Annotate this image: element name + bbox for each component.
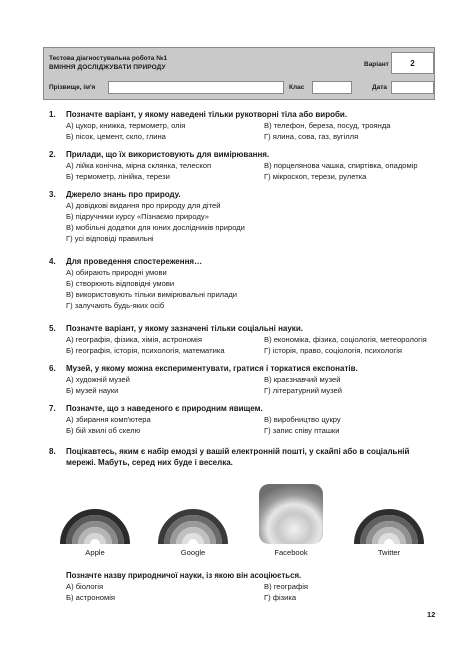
header-subtitle: ВМІННЯ ДОСЛІДЖУВАТИ ПРИРОДУ	[49, 64, 166, 71]
answer-option[interactable]: Б) підручники курсу «Пізнаємо природу»	[66, 212, 209, 221]
answer-option[interactable]: А) біологія	[66, 582, 104, 591]
answer-option[interactable]: Г) залучають будь-яких осіб	[66, 301, 165, 310]
question-text: Джерело знань про природу.	[66, 190, 181, 199]
rainbow-facebook-icon	[251, 482, 331, 546]
rainbow-twitter	[349, 482, 429, 557]
class-label: Клас	[289, 84, 305, 91]
answer-option[interactable]: Б) бій хвилі об скелю	[66, 426, 141, 435]
answer-option[interactable]: А) обирають природні умови	[66, 268, 167, 277]
answer-option[interactable]: В) порцелянова чашка, спиртівка, опадомір	[264, 161, 418, 170]
answer-option[interactable]: Г) усі відповіді правильні	[66, 234, 154, 243]
rainbow-apple	[55, 482, 135, 557]
question-text: Поцікавтесь, яким є набір емодзі у вашій електронній пошті, у скайпі або в соціальній мережі. Мабуть, серед них буде і веселка.	[66, 447, 410, 467]
answer-option[interactable]: Б) термометр, лінійка, терези	[66, 172, 170, 181]
answer-option[interactable]: Б) створюють відповідні умови	[66, 279, 175, 288]
question-number: 6.	[49, 364, 56, 373]
rainbow-google-icon	[153, 482, 233, 546]
answer-option[interactable]: Г) літературний музей	[264, 386, 343, 395]
date-label: Дата	[372, 84, 388, 91]
answer-option[interactable]: Б) астрономія	[66, 593, 116, 602]
answer-option[interactable]: Г) ялина, сова, газ, вугілля	[264, 132, 359, 141]
answer-option[interactable]: Г) історія, право, соціологія, психологія	[264, 346, 402, 355]
page-number: 12	[427, 610, 436, 619]
question-number: 7.	[49, 404, 56, 413]
answer-option[interactable]: Г) фізика	[264, 593, 297, 602]
date-field[interactable]	[391, 81, 434, 94]
answer-option[interactable]: А) лійка конічна, мірна склянка, телескоп	[66, 161, 212, 170]
answer-option[interactable]: А) довідкові видання про природу для дітей	[66, 201, 221, 210]
answer-option[interactable]: А) збирання комп'ютера	[66, 415, 151, 424]
answer-option[interactable]: Б) пісок, цемент, скло, глина	[66, 132, 166, 141]
answer-option[interactable]: В) краєзнавчий музей	[264, 375, 341, 384]
question-number: 8.	[49, 447, 56, 456]
question-text: Для проведення спостереження…	[66, 257, 203, 266]
rainbow-facebook	[251, 482, 331, 557]
header-title: Тестова діагностувальна робота №1	[49, 55, 168, 62]
question-number: 5.	[49, 324, 56, 333]
rainbow-emoji-row	[55, 482, 445, 572]
answer-option[interactable]: В) географія	[264, 582, 309, 591]
question-number: 3.	[49, 190, 56, 199]
answer-option[interactable]: А) географія, фізика, хімія, астрономія	[66, 335, 202, 344]
question-text: Позначте варіант, у якому зазначені тільки соціальні науки.	[66, 324, 303, 333]
question-text: Позначте, що з наведеного є природним явищем.	[66, 404, 263, 413]
answer-option[interactable]: Г) мікроскоп, терези, рулетка	[264, 172, 367, 181]
answer-option[interactable]: В) мобільні додатки для юних дослідників природи	[66, 223, 245, 232]
rainbow-label: Facebook	[274, 548, 308, 557]
question-text: Музей, у якому можна експериментувати, гратися і торкатися експонатів.	[66, 364, 358, 373]
rainbow-apple-icon	[55, 482, 135, 546]
question-number: 4.	[49, 257, 56, 266]
variant-label: Варіант	[364, 61, 389, 68]
answer-option[interactable]: Б) географія, історія, психологія, математика	[66, 346, 225, 355]
answer-option[interactable]: В) використовують тільки вимірювальні прилади	[66, 290, 238, 299]
question-subtext: Позначте назву природничої науки, із якою він асоціюється.	[66, 571, 302, 580]
question-text: Прилади, що їх використовують для вимірювання.	[66, 150, 270, 159]
question-number: 1.	[49, 110, 56, 119]
answer-option[interactable]: В) економіка, фізика, соціологія, метеорологія	[264, 335, 427, 344]
rainbow-twitter-icon	[349, 482, 429, 546]
worksheet-header	[43, 47, 435, 100]
answer-option[interactable]: Г) запис співу пташки	[264, 426, 340, 435]
answer-option[interactable]: А) художній музей	[66, 375, 130, 384]
class-field[interactable]	[312, 81, 352, 94]
question-text: Позначте варіант, у якому наведені тільки рукотворні тіла або вироби.	[66, 110, 348, 119]
rainbow-label: Google	[180, 548, 206, 557]
answer-option[interactable]: Б) музей науки	[66, 386, 119, 395]
variant-value: 2	[391, 52, 434, 74]
name-label: Прізвище, ім'я	[49, 84, 96, 91]
question-number: 2.	[49, 150, 56, 159]
answer-option[interactable]: В) телефон, береза, посуд, троянда	[264, 121, 391, 130]
answer-option[interactable]: В) виробництво цукру	[264, 415, 341, 424]
rainbow-label: Apple	[85, 548, 105, 557]
name-field[interactable]	[108, 81, 284, 94]
answer-option[interactable]: А) цукор, книжка, термометр, олія	[66, 121, 186, 130]
rainbow-google	[153, 482, 233, 557]
rainbow-label: Twitter	[377, 548, 401, 557]
